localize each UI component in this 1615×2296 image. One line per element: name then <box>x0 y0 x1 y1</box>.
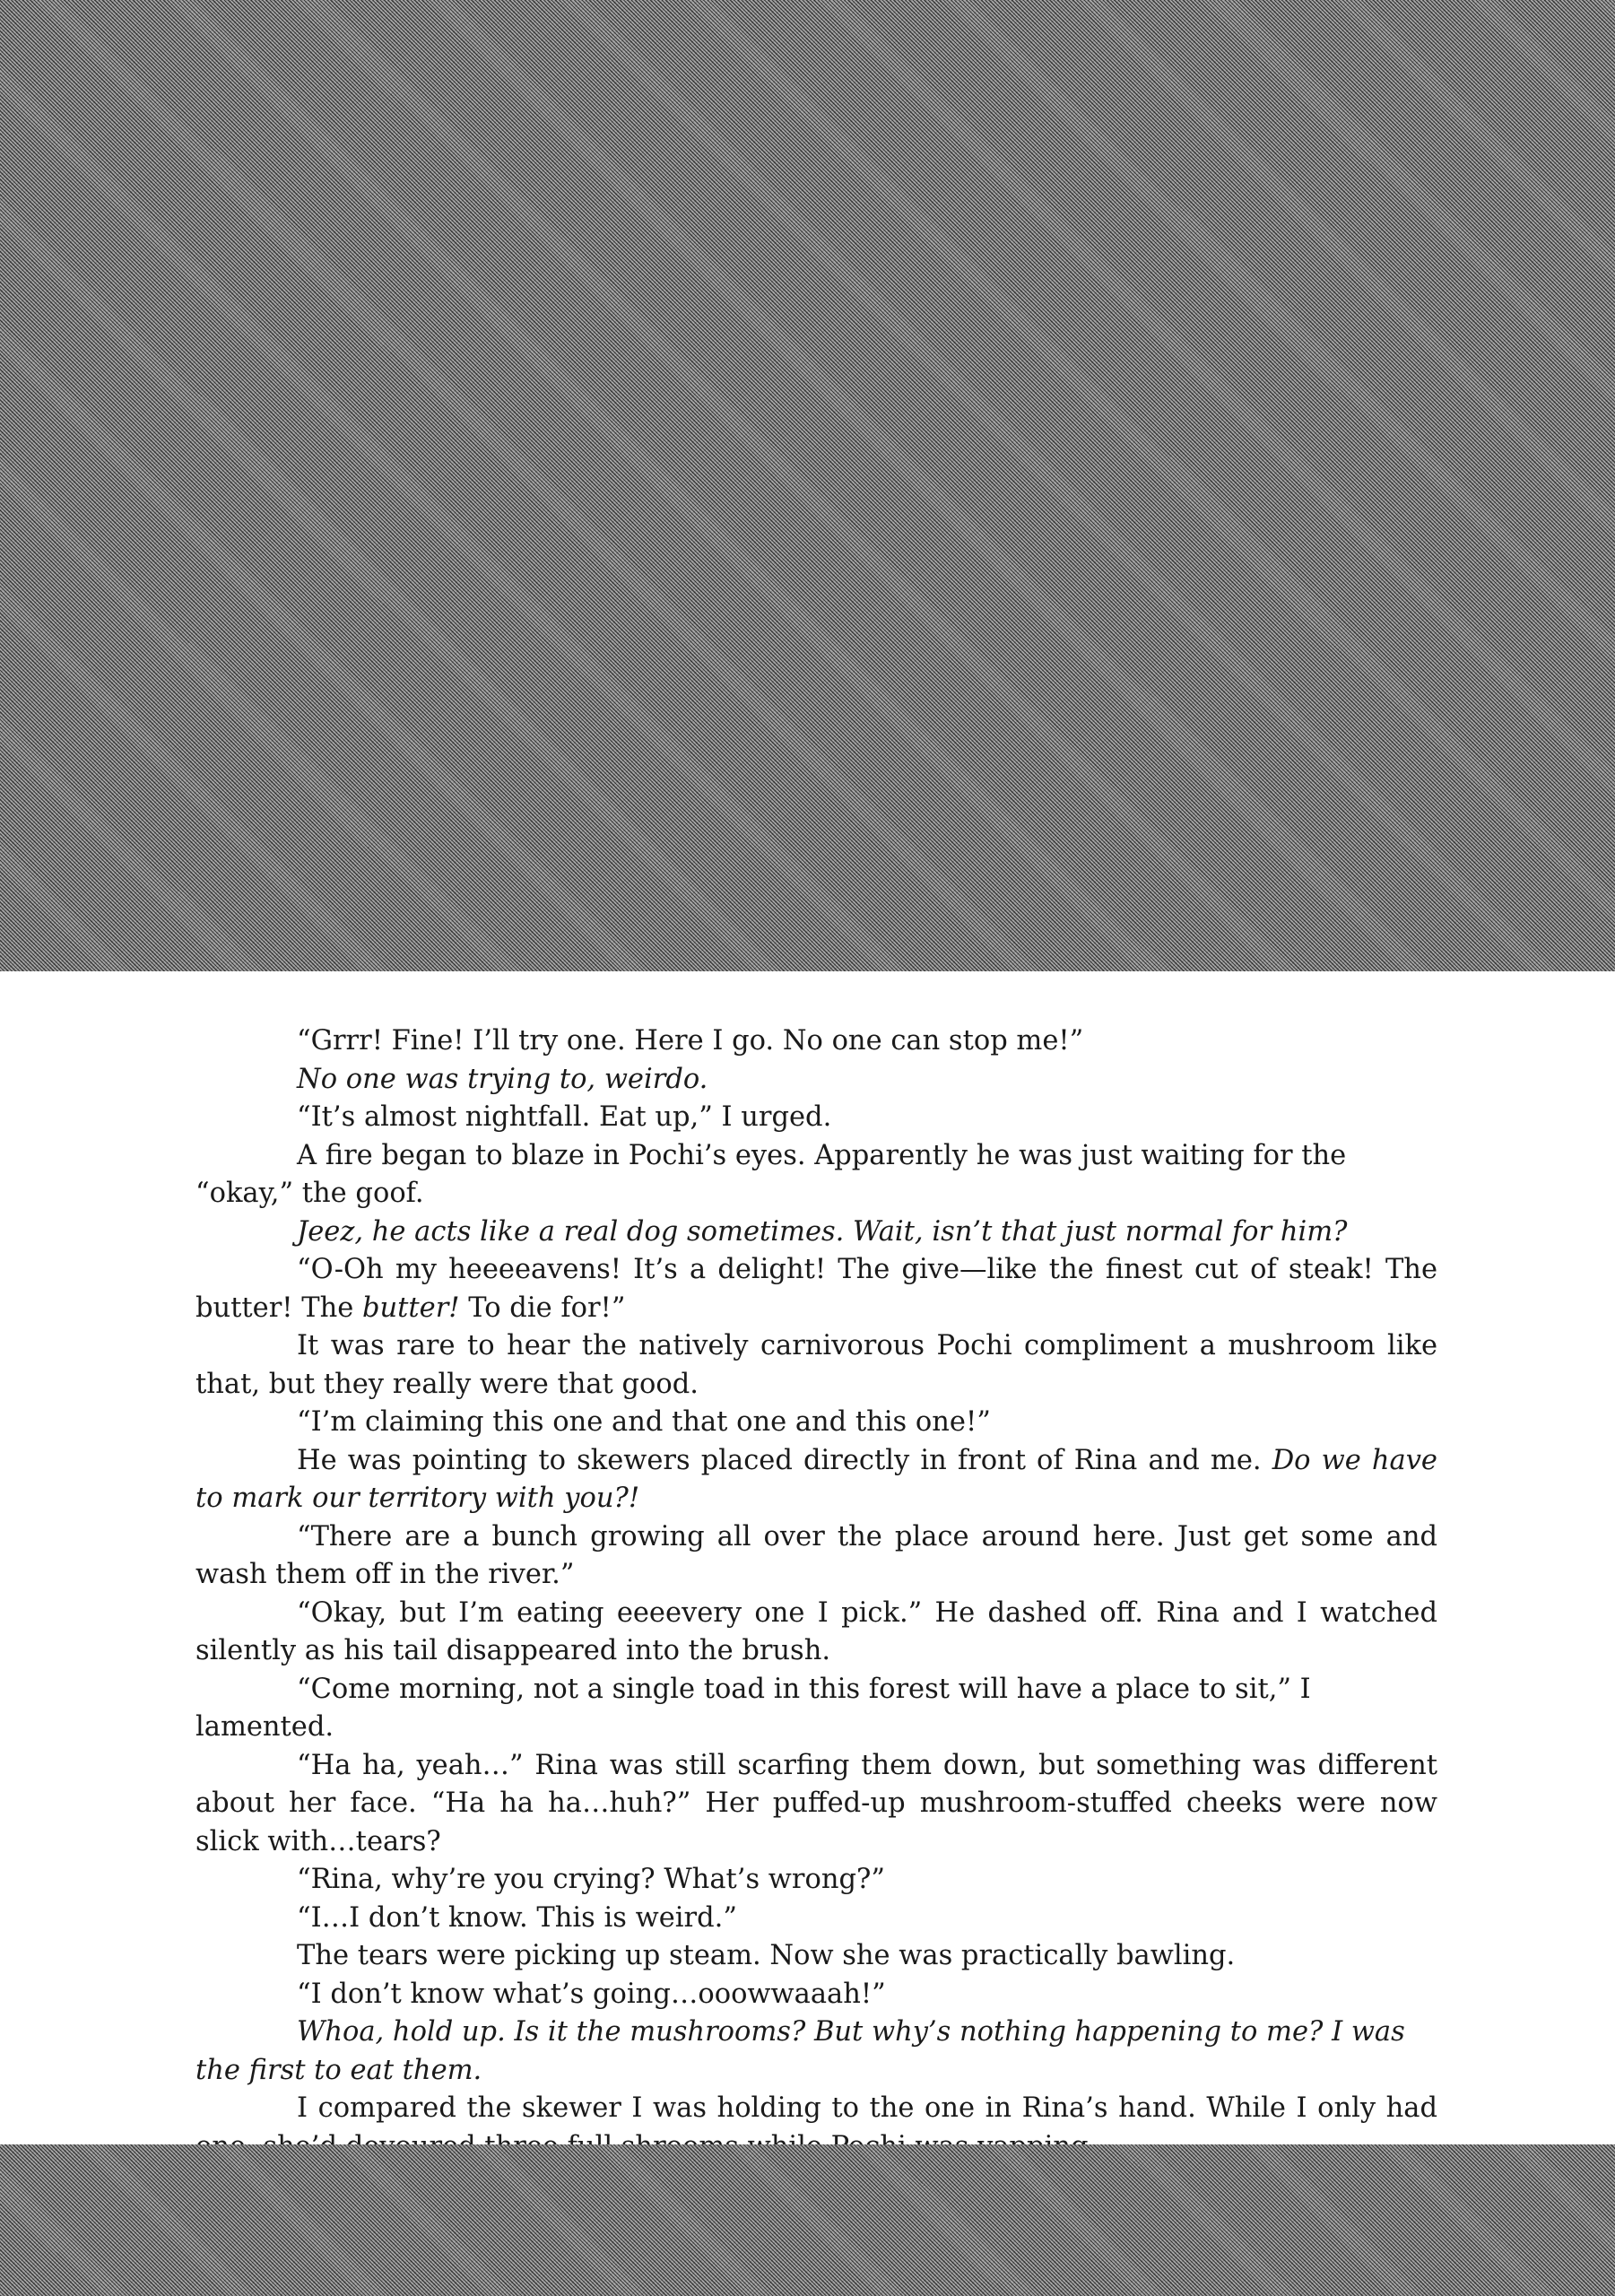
paragraph: He was pointing to skewers placed directly in front of Rina and me. Do we have to mark our territory with you?! <box>195 1444 1437 1514</box>
paragraph: “Come morning, not a single toad in this forest will have a place to sit,” I lamented. <box>195 1673 1311 1743</box>
paragraph: “It’s almost nightfall. Eat up,” I urged. <box>297 1101 832 1133</box>
paragraph: “Rina, why’re you crying? What’s wrong?” <box>297 1864 885 1895</box>
paragraph: Whoa, hold up. Is it the mushrooms? But why’s nothing happening to me? I was the first to eat them. <box>195 2016 1405 2086</box>
paragraph: “I…I don’t know. This is weird.” <box>297 1901 737 1934</box>
paragraph: It was rare to hear the natively carnivorous Pochi compliment a mushroom like that, but they really were that good. <box>195 1330 1437 1400</box>
story-text <box>195 1022 1437 2166</box>
paragraph: The tears were picking up steam. Now she was practically bawling. <box>297 1940 1236 1971</box>
paragraph: “Ha ha, yeah…” Rina was still scarfing them down, but something was different about her face. “Ha ha ha…huh?” Her puffed-up mushroom-stuffed cheeks were now slick with…tears? <box>195 1749 1437 1857</box>
screentone-bottom-panel <box>0 2144 1615 2296</box>
paragraph: “I don’t know what’s going…ooowwaaah!” <box>297 1978 886 2010</box>
screentone-top-panel <box>0 0 1615 971</box>
paragraph: “Grrr! Fine! I’ll try one. Here I go. No one can stop me!” <box>297 1025 1084 1057</box>
paragraph: “I’m claiming this one and that one and this one!” <box>297 1406 991 1438</box>
paragraph: “O-Oh my heeeeavens! It’s a delight! The give—like the finest cut of steak! The butter! The butter! To die for!” <box>195 1254 1437 1324</box>
paragraph: No one was trying to, weirdo. <box>297 1063 708 1095</box>
paragraph: Jeez, he acts like a real dog sometimes. Wait, isn’t that just normal for him? <box>297 1215 1348 1248</box>
paragraph: A fire began to blaze in Pochi’s eyes. Apparently he was just waiting for the “okay,” the goof. <box>195 1139 1347 1209</box>
paragraph: I compared the skewer I was holding to the one in Rina’s hand. While I only had <box>297 2092 1437 2124</box>
paragraph: “Okay, but I’m eating eeeevery one I pick.” He dashed off. Rina and I watched silently as his tail disappeared into the brush. <box>195 1596 1437 1666</box>
paragraph: “There are a bunch growing all over the place around here. Just get some and wash them off in the river.” <box>195 1520 1437 1590</box>
